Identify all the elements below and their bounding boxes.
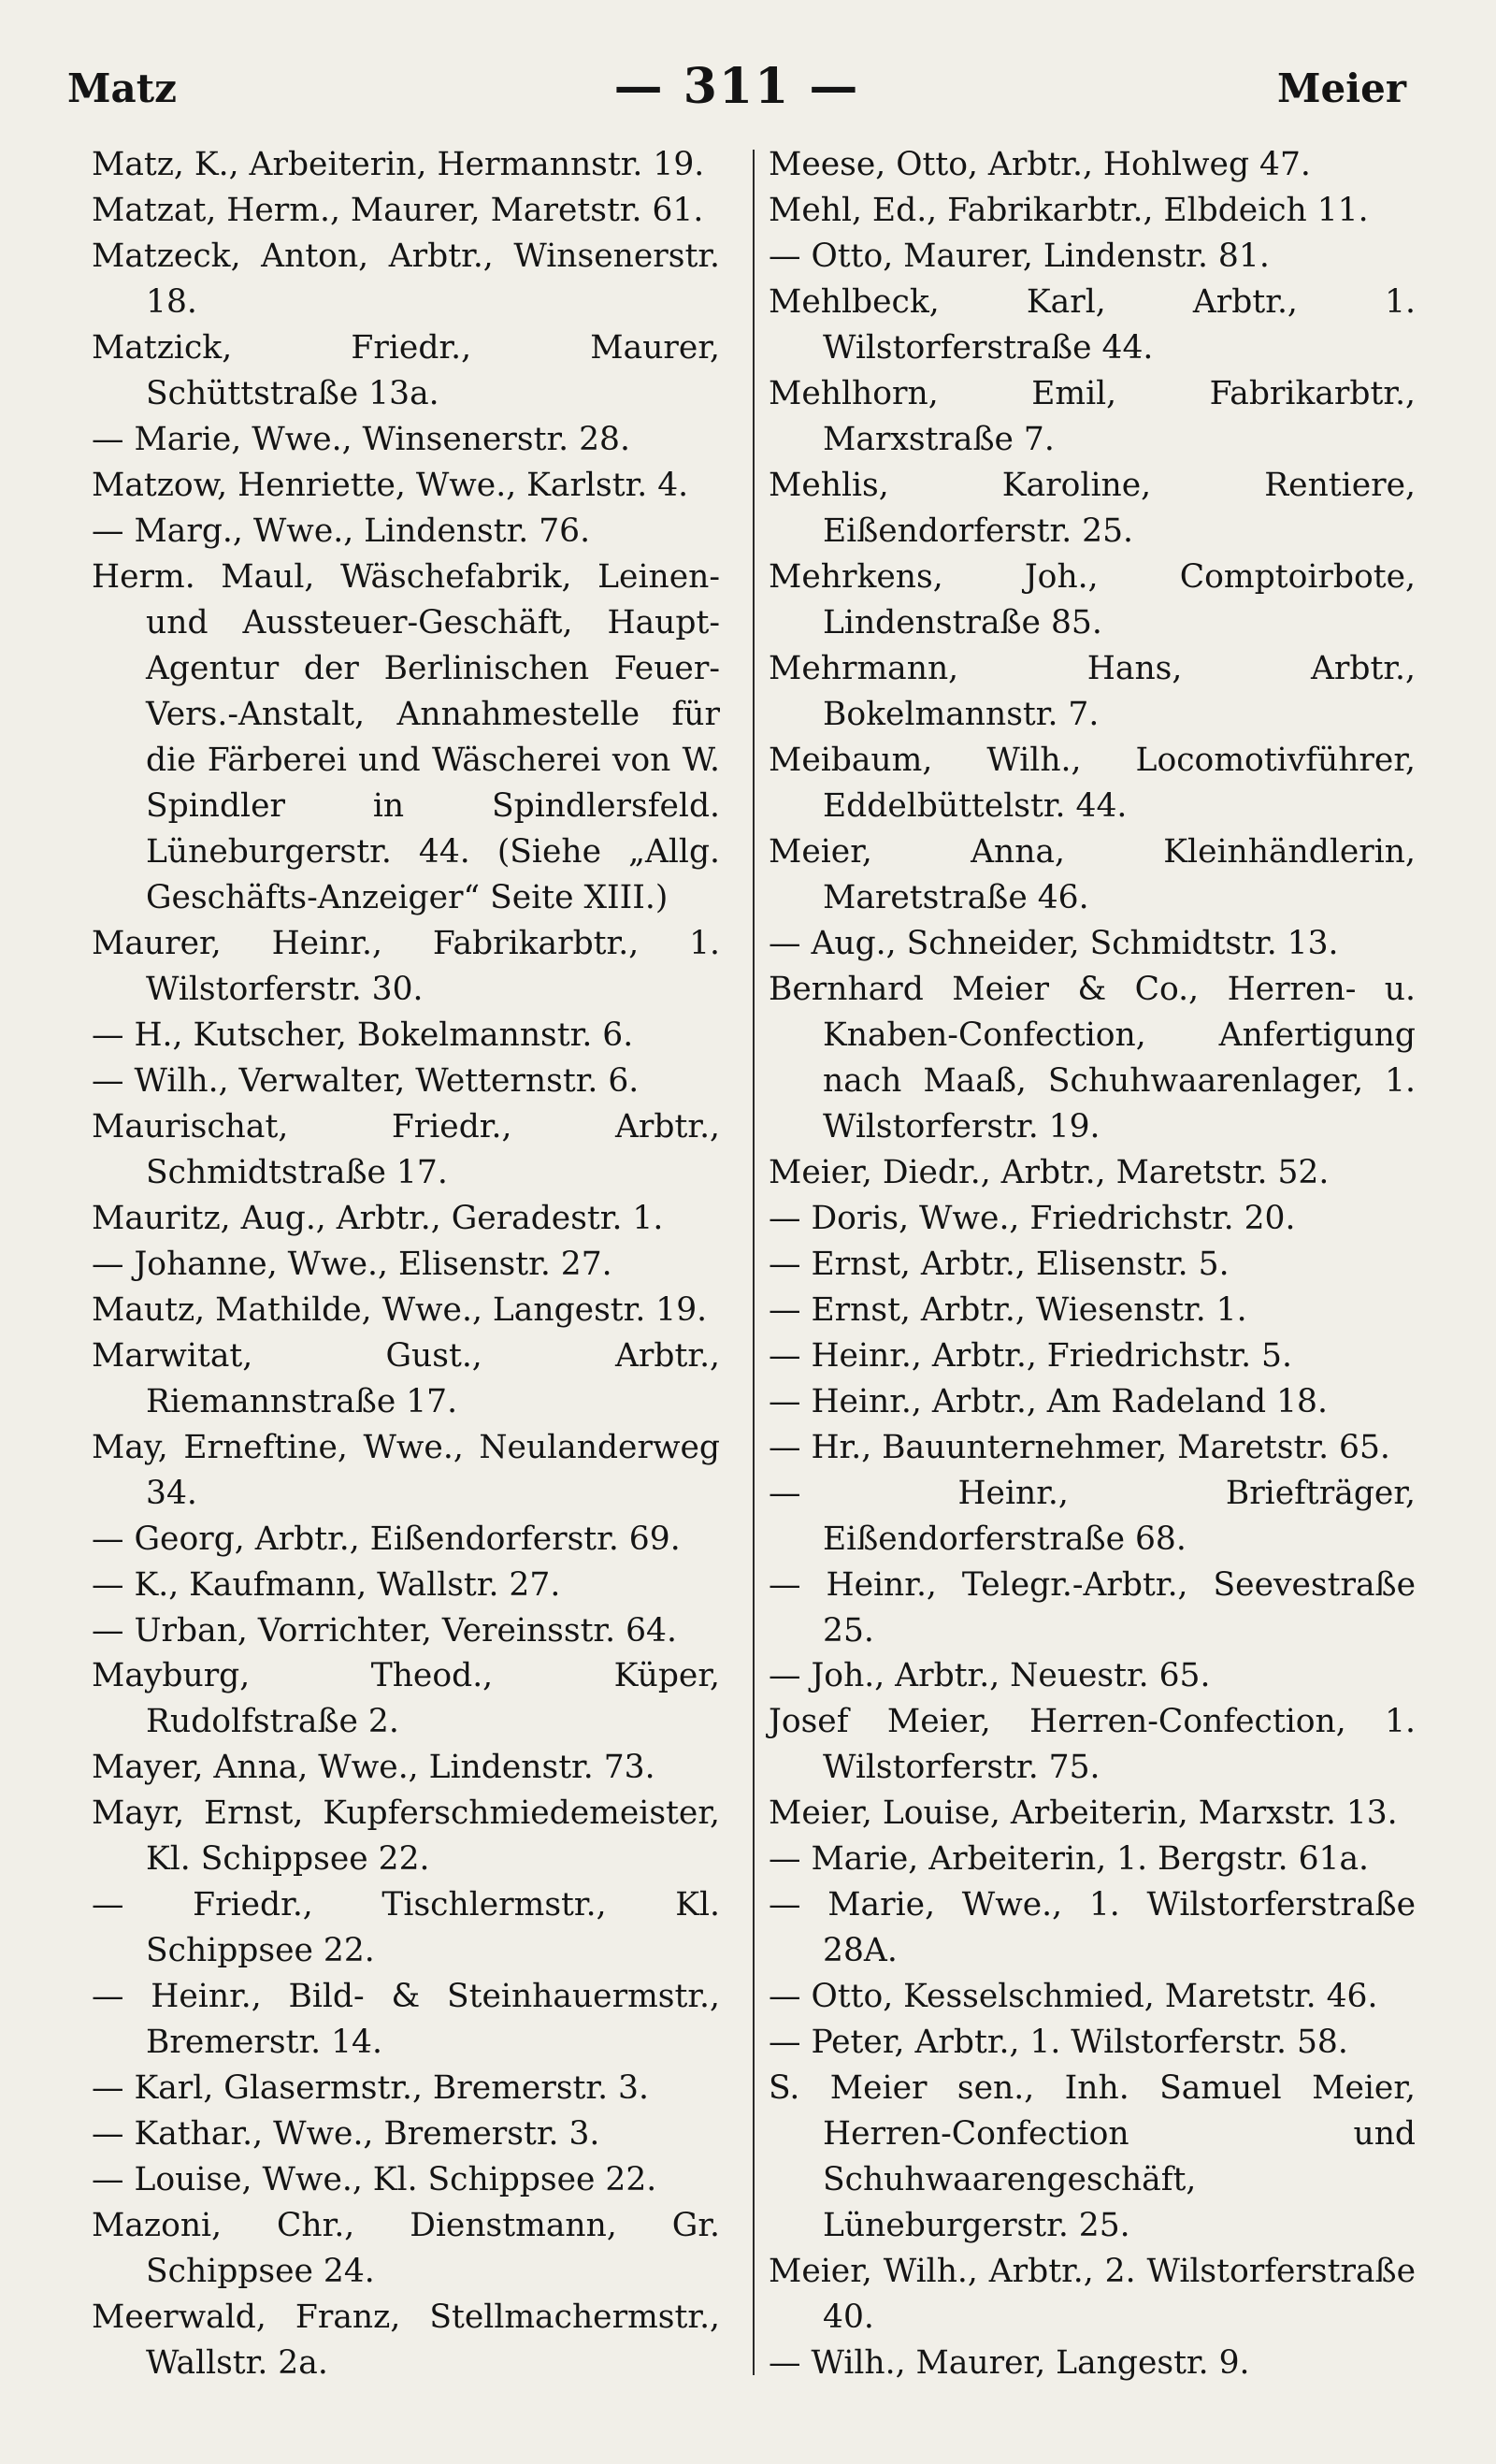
entry-text: Meese, Otto, Arbtr., Hohlweg 47. bbox=[769, 146, 1311, 183]
entry-text: Meier, Anna, Kleinhändlerin, Maretstraße 46. bbox=[769, 832, 1416, 916]
entry-text: — Joh., Arbtr., Neuestr. 65. bbox=[769, 1657, 1211, 1695]
entry-text: — Wilh., Maurer, Langestr. 9. bbox=[769, 2344, 1250, 2383]
directory-entry bbox=[769, 1425, 1416, 1471]
entry-text: — Hr., Bauunternehmer, Maretstr. 65. bbox=[769, 1428, 1390, 1466]
entry-text: — Urban, Vorrichter, Vereinsstr. 64. bbox=[92, 1611, 677, 1650]
entry-text: — Heinr., Arbtr., Friedrichstr. 5. bbox=[769, 1336, 1292, 1375]
entry-text: — Otto, Kesselschmied, Maretstr. 46. bbox=[769, 1978, 1378, 2016]
entry-text: Mautz, Mathilde, Wwe., Langestr. 19. bbox=[92, 1290, 708, 1329]
directory-entry bbox=[92, 1242, 720, 1288]
directory-entry bbox=[769, 1974, 1416, 2020]
entry-text: Mauritz, Aug., Arbtr., Geradestr. 1. bbox=[92, 1199, 664, 1237]
directory-entry bbox=[92, 2157, 720, 2203]
entry-text: Marwitat, Gust., Arbtr., Riemannstraße 17. bbox=[92, 1336, 720, 1420]
directory-entry bbox=[769, 463, 1416, 555]
directory-entry bbox=[769, 646, 1416, 738]
entry-text: Herm. Maul, Wäschefabrik, Leinen- und Aussteuer-Geschäft, Haupt-Agentur der Berlinischen Feuer-Vers.-Anstalt, Annahmestelle für die Färberei und Wäscherei von W. Spindler in Spindlersfeld. Lüneburgerstr. 44. (Siehe „Allg. Geschäfts-Anzeiger“ Seite XIII.) bbox=[92, 557, 720, 916]
entry-text: Meier, Diedr., Arbtr., Maretstr. 52. bbox=[769, 1153, 1330, 1191]
directory-entry bbox=[769, 967, 1416, 1150]
entry-text: Mayer, Anna, Wwe., Lindenstr. 73. bbox=[92, 1749, 655, 1787]
entry-text: Matzeck, Anton, Arbtr., Winsenerstr. 18. bbox=[92, 237, 720, 321]
entry-text: Matz, K., Arbeiterin, Hermannstr. 19. bbox=[92, 146, 705, 183]
directory-entry bbox=[92, 1013, 720, 1059]
entry-text: Josef Meier, Herren-Confection, 1. Wilstorferstr. 75. bbox=[769, 1703, 1416, 1787]
directory-entry bbox=[769, 1288, 1416, 1333]
directory-entry bbox=[769, 1791, 1416, 1837]
entry-text: Mayburg, Theod., Küper, Rudolfstraße 2. bbox=[92, 1657, 720, 1741]
entry-text: — Otto, Maurer, Lindenstr. 81. bbox=[769, 237, 1270, 275]
entry-text: — Heinr., Arbtr., Am Radeland 18. bbox=[769, 1382, 1328, 1420]
directory-entry bbox=[92, 2111, 720, 2157]
entry-text: Matzick, Friedr., Maurer, Schüttstraße 13a. bbox=[92, 328, 720, 412]
directory-entry bbox=[769, 1837, 1416, 1882]
entry-text: — Doris, Wwe., Friedrichstr. 20. bbox=[769, 1199, 1296, 1237]
entry-text: — Johanne, Wwe., Elisenstr. 27. bbox=[92, 1245, 612, 1283]
directory-entry bbox=[92, 1608, 720, 1654]
entry-text: — Heinr., Bild- & Steinhauermstr., Bremerstr. 14. bbox=[92, 1978, 720, 2062]
directory-entry bbox=[769, 1242, 1416, 1288]
entry-text: Matzow, Henriette, Wwe., Karlstr. 4. bbox=[92, 466, 689, 504]
running-head-left: Matz bbox=[67, 65, 177, 111]
directory-entry bbox=[769, 1150, 1416, 1196]
directory-entry bbox=[769, 2020, 1416, 2066]
entry-text: — Wilh., Verwalter, Wetternstr. 6. bbox=[92, 1061, 640, 1100]
directory-entry bbox=[92, 2066, 720, 2111]
directory-entry bbox=[92, 2295, 720, 2386]
entry-text: Matzat, Herm., Maurer, Maretstr. 61. bbox=[92, 191, 704, 229]
entry-text: — Aug., Schneider, Schmidtstr. 13. bbox=[769, 924, 1339, 962]
entry-text: Meibaum, Wilh., Locomotivführer, Eddelbüttelstr. 44. bbox=[769, 741, 1416, 825]
entry-text: — Friedr., Tischlermstr., Kl. Schippsee 22. bbox=[92, 1886, 720, 1970]
entry-text: Maurer, Heinr., Fabrikarbtr., 1. Wilstorferstr. 30. bbox=[92, 924, 720, 1008]
directory-entry bbox=[769, 1882, 1416, 1974]
directory-entry bbox=[92, 463, 720, 509]
entry-text: — Ernst, Arbtr., Wiesenstr. 1. bbox=[769, 1290, 1247, 1329]
directory-entry bbox=[92, 234, 720, 325]
entry-text: May, Erneftine, Wwe., Neulanderweg 34. bbox=[92, 1428, 720, 1512]
directory-entry bbox=[769, 1653, 1416, 1699]
right-column bbox=[769, 142, 1416, 2386]
entry-text: — Kathar., Wwe., Bremerstr. 3. bbox=[92, 2115, 600, 2154]
entry-text: Mehlis, Karoline, Rentiere, Eißendorferstr. 25. bbox=[769, 466, 1416, 550]
directory-entry bbox=[92, 1196, 720, 1242]
entry-text: — Marie, Wwe., 1. Wilstorferstraße 28A. bbox=[769, 1886, 1416, 1970]
entry-text: Maurischat, Friedr., Arbtr., Schmidtstraße 17. bbox=[92, 1107, 720, 1191]
entry-text: Mazoni, Chr., Dienstmann, Gr. Schippsee 24. bbox=[92, 2207, 720, 2291]
entry-text: Mehl, Ed., Fabrikarbtr., Elbdeich 11. bbox=[769, 191, 1369, 229]
entry-text: Meier, Wilh., Arbtr., 2. Wilstorferstraße 40. bbox=[769, 2253, 1416, 2337]
directory-entry bbox=[769, 2249, 1416, 2341]
entry-text: — Heinr., Briefträger, Eißendorferstraße 68. bbox=[769, 1474, 1416, 1558]
page-number: — 311 — bbox=[613, 58, 860, 115]
page-header bbox=[67, 58, 1406, 114]
left-column bbox=[92, 142, 720, 2386]
directory-entry bbox=[92, 1974, 720, 2066]
directory-entry bbox=[92, 509, 720, 555]
entry-text: — K., Kaufmann, Wallstr. 27. bbox=[92, 1565, 561, 1604]
directory-entry bbox=[92, 188, 720, 234]
directory-entry bbox=[92, 1104, 720, 1196]
entry-text: — Marie, Wwe., Winsenerstr. 28. bbox=[92, 420, 630, 458]
directory-entry bbox=[769, 1379, 1416, 1425]
entry-text: — Marie, Arbeiterin, 1. Bergstr. 61a. bbox=[769, 1840, 1370, 1879]
directory-entry bbox=[769, 921, 1416, 967]
directory-entry bbox=[769, 1471, 1416, 1563]
directory-entry bbox=[92, 2203, 720, 2295]
entry-text: Mehlhorn, Emil, Fabrikarbtr., Marxstraße 7. bbox=[769, 374, 1416, 458]
directory-entry bbox=[92, 417, 720, 463]
directory-entry bbox=[769, 1196, 1416, 1242]
directory-entry bbox=[92, 1563, 720, 1608]
directory-entry bbox=[92, 1425, 720, 1517]
entry-text: — Peter, Arbtr., 1. Wilstorferstr. 58. bbox=[769, 2024, 1348, 2062]
directory-entry bbox=[769, 142, 1416, 188]
directory-entry bbox=[92, 1745, 720, 1791]
directory-entry bbox=[769, 1563, 1416, 1654]
directory-entry bbox=[92, 1653, 720, 1745]
entry-text: Meier, Louise, Arbeiterin, Marxstr. 13. bbox=[769, 1794, 1398, 1833]
directory-entry bbox=[92, 325, 720, 417]
directory-entry bbox=[769, 1333, 1416, 1379]
entry-text: Mehrkens, Joh., Comptoirbote, Lindenstraße 85. bbox=[769, 557, 1416, 641]
entry-text: — Ernst, Arbtr., Elisenstr. 5. bbox=[769, 1245, 1230, 1283]
directory-entry bbox=[92, 1791, 720, 1882]
entry-text: — Marg., Wwe., Lindenstr. 76. bbox=[92, 512, 591, 550]
directory-entry bbox=[769, 1699, 1416, 1791]
directory-entry bbox=[92, 1333, 720, 1425]
directory-entry bbox=[769, 2341, 1416, 2386]
entry-text: Mayr, Ernst, Kupferschmiedemeister, Kl. Schippsee 22. bbox=[92, 1794, 720, 1879]
entry-text: Mehrmann, Hans, Arbtr., Bokelmannstr. 7. bbox=[769, 649, 1416, 733]
directory-entry bbox=[92, 921, 720, 1013]
entry-text: — Heinr., Telegr.-Arbtr., Seevestraße 25. bbox=[769, 1565, 1416, 1650]
directory-entry bbox=[769, 738, 1416, 829]
entry-text: Meerwald, Franz, Stellmachermstr., Wallstr. 2a. bbox=[92, 2298, 720, 2383]
entry-text: — H., Kutscher, Bokelmannstr. 6. bbox=[92, 1016, 634, 1054]
directory-entry bbox=[769, 2066, 1416, 2249]
entry-text: — Karl, Glasermstr., Bremerstr. 3. bbox=[92, 2069, 649, 2108]
directory-entry bbox=[92, 555, 720, 921]
running-head-right: Meier bbox=[1276, 65, 1406, 111]
directory-entry bbox=[769, 280, 1416, 371]
directory-entry bbox=[92, 1288, 720, 1333]
directory-entry bbox=[92, 1882, 720, 1974]
entry-text: — Georg, Arbtr., Eißendorferstr. 69. bbox=[92, 1520, 681, 1558]
directory-entry bbox=[92, 142, 720, 188]
column-divider bbox=[753, 150, 755, 2375]
directory-entry bbox=[769, 234, 1416, 280]
directory-entry bbox=[92, 1517, 720, 1563]
entry-text: S. Meier sen., Inh. Samuel Meier, Herren-Confection und Schuhwaarengeschäft, Lüneburgerstr. 25. bbox=[769, 2069, 1416, 2245]
entry-text: — Louise, Wwe., Kl. Schippsee 22. bbox=[92, 2161, 657, 2199]
directory-entry bbox=[92, 1059, 720, 1104]
entry-text: Bernhard Meier & Co., Herren- u. Knaben-Confection, Anfertigung nach Maaß, Schuhwaarenlager, 1. Wilstorferstr. 19. bbox=[769, 970, 1416, 1146]
directory-entry bbox=[769, 555, 1416, 646]
entry-text: Mehlbeck, Karl, Arbtr., 1. Wilstorferstraße 44. bbox=[769, 282, 1416, 367]
directory-entry bbox=[769, 371, 1416, 463]
directory-entry bbox=[769, 188, 1416, 234]
directory-entry bbox=[769, 829, 1416, 921]
